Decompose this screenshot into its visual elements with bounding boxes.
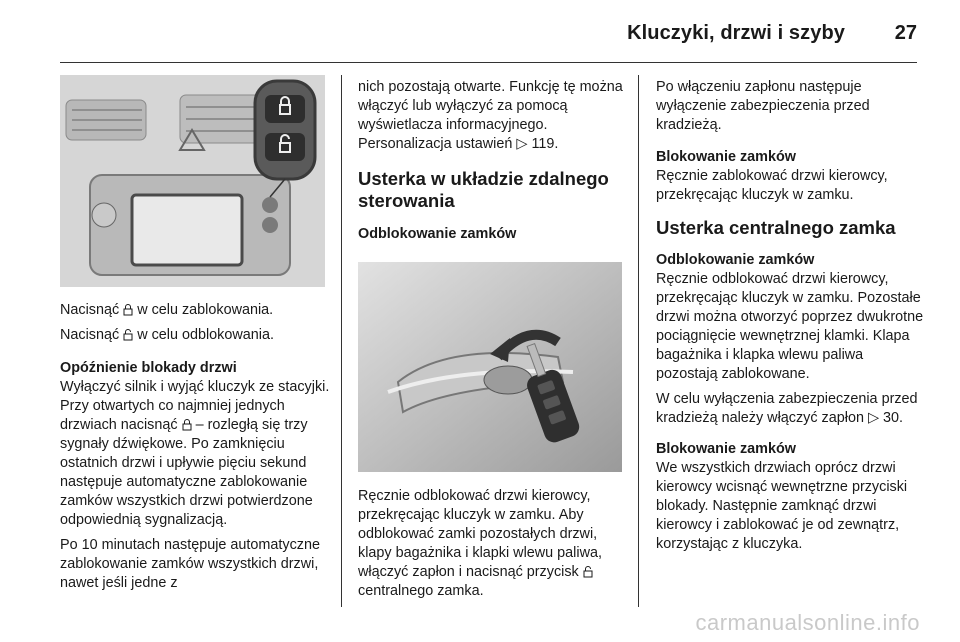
continuation-text: nich pozostają otwarte. Funkcję tę można włączyć lub wyłączyć za pomocą wyświetlacza informacyjnego. Personalizacja ustawień [358,79,623,152]
lock-instruction-pre: Nacisnąć [60,302,120,318]
running-header-title: Kluczyki, drzwi i szyby [627,22,845,44]
column-divider-1 [341,75,342,607]
unlock-instruction-pre: Nacisnąć [60,327,120,343]
lock-subheading: Blokowanie zamków [656,149,796,165]
lock2-paragraph: We wszystkich drzwiach oprócz drzwi kierowcy wcisnąć wewnętrzne przyciski blokady. Następnie zamknąć drzwi kierowcy i zablokować je od zewnątrz, korzystając z kluczyka. [656,460,908,552]
continuation-paragraph [358,78,626,154]
page-ref-arrow-icon: ▷ [516,136,528,152]
delay-text-a: Wyłączyć silnik i wyjąć kluczyk ze stacyjki. Przy otwartych co najmniej jednych drzwiach nacisnąć [60,379,330,433]
unlock-icon [583,565,593,578]
lock-paragraph: Ręcznie zablokować drzwi kierowcy, przekręcając kluczyk w zamku. [656,168,888,203]
page-number: 27 [894,22,917,44]
unlock-instruction-post: w celu odblokowania. [137,327,274,343]
theft-ref: 30. [883,410,904,426]
unlock-instruction [60,326,330,345]
manual-text-b: centralnego zamka. [358,583,484,599]
delay-heading: Opóźnienie blokady drzwi [60,360,237,376]
column-2-lower [358,487,626,601]
column-3 [656,78,924,554]
lock-icon [123,303,133,316]
header-rule [60,62,917,63]
unlock-subheading-2: Odblokowanie zamków [656,252,815,268]
continuation-ref: 119. [531,136,559,152]
lock-instruction [60,301,330,320]
central-unlock-paragraph: Ręcznie odblokować drzwi kierowcy, przekręcając kluczyk w zamku. Pozostałe drzwi można otworzyć poprzez dwukrotne pociągnięcie wewnętrznej klamki. Klapa bagażnika i klapka wlewu paliwa pozostają zablokowane. [656,271,924,382]
ignition-paragraph: Po włączeniu zapłonu następuje wyłączenie zabezpieczenia przed kradzieżą. [656,79,870,133]
lock-subheading-2: Blokowanie zamków [656,441,796,457]
auto-lock-paragraph: Po 10 minutach następuje automatyczne zablokowanie zamków wszystkich drzwi, nawet jeśli jedne z [60,537,320,591]
theft-paragraph [656,390,924,428]
unlock-icon [123,328,133,341]
manual-text-a: Ręcznie odblokować drzwi kierowcy, przekręcając kluczyk w zamku. Aby odblokować zamki pozostałych drzwi, klapy bagażnika i klapki wlewu paliwa, włączyć zapłon i nacisnąć przycisk [358,488,602,580]
unlock-subheading: Odblokowanie zamków [358,226,517,242]
watermark-text: carmanualsonline.info [695,610,920,635]
page-ref-arrow-icon: ▷ [867,410,880,426]
column-divider-2 [638,75,639,607]
delay-text-b: – rozległą się trzy sygnały dźwiękowe. Po zamknięciu ostatnich drzwi i upływie pięciu sekund następuje automatyczne zablokowanie zamków wszystkich drzwi potwierdzone odpowiednią sygnalizacją. [60,417,313,528]
fault-heading: Usterka w układzie zdalnego sterowania [358,168,609,211]
delay-paragraph [60,378,330,530]
lock-icon [182,418,192,431]
manual-unlock-paragraph [358,487,626,601]
column-1 [60,301,330,593]
lock-instruction-post: w celu zablokowania. [137,302,274,318]
theft-text: W celu wyłączenia zabezpieczenia przed kradzieżą należy włączyć zapłon [656,391,918,426]
column-2 [358,78,626,244]
central-lock-heading: Usterka centralnego zamka [656,217,896,238]
door-key-figure [358,262,622,472]
dashboard-lock-buttons-figure [60,75,325,287]
